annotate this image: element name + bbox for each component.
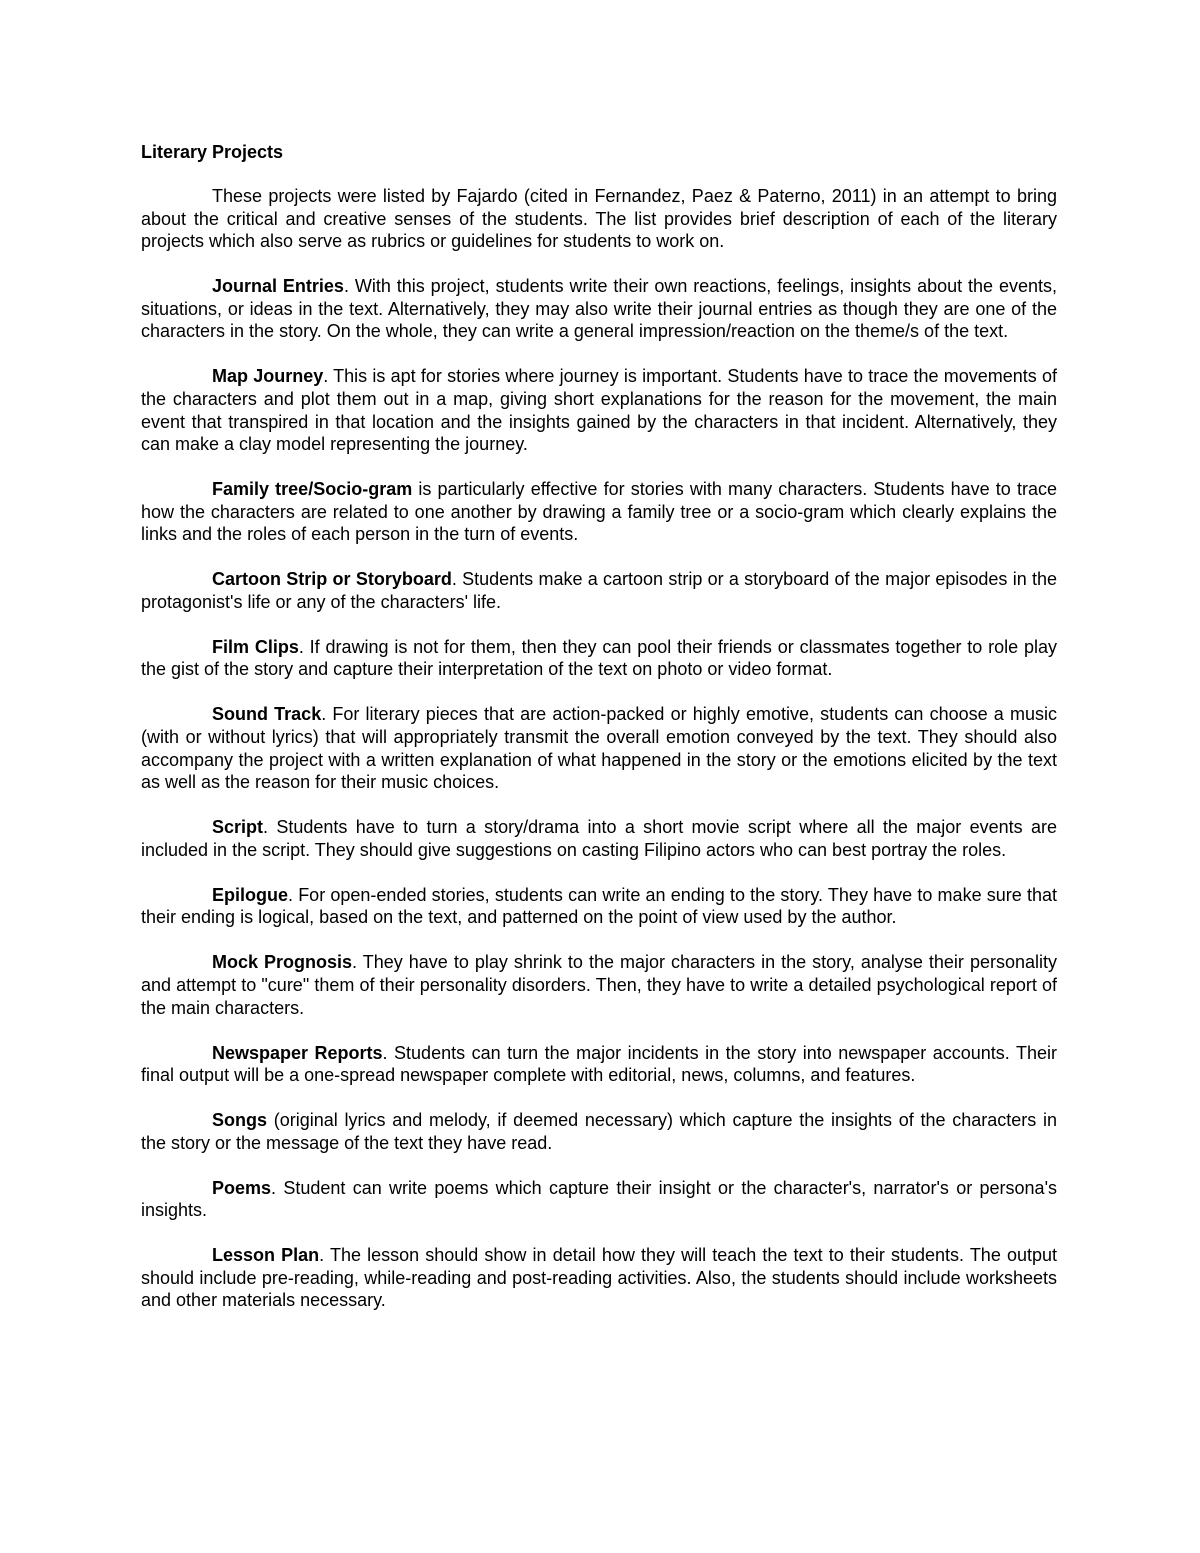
project-description: . Student can write poems which capture their insight or the character's, narrator's or persona's insights. [141,1177,1057,1221]
project-description: . They have to play shrink to the major characters in the story, analyse their personality and attempt to "cure" them of their personality disorders. Then, they have to write a detailed psychological report of the main characters. [141,952,1057,1018]
project-family-tree [141,478,1057,546]
project-description: . Students make a cartoon strip or a storyboard of the major episodes in the protagonist's life or any of the characters' life. [141,569,1057,612]
project-newspaper-reports [141,1042,1057,1087]
project-description: (original lyrics and melody, if deemed necessary) which capture the insights of the characters in the story or the message of the text they have read. [141,1110,1057,1153]
project-description: . Students have to turn a story/drama into a short movie script where all the major events are included in the script. They should give suggestions on casting Filipino actors who can best portray the roles. [141,817,1057,860]
project-term: Songs [212,1110,268,1131]
project-term: Epilogue [212,884,288,905]
project-mock-prognosis [141,951,1057,1019]
project-term: Script [212,817,264,838]
document-title: Literary Projects [141,142,284,162]
project-songs [141,1109,1057,1154]
intro-paragraph: These projects were listed by Fajardo (cited in Fernandez, Paez & Paterno, 2011) in an attempt to bring about the critical and creative senses of the students. The list provides brief description of each of the literary projects which also serve as rubrics or guidelines for students to work on. [141,186,1057,252]
project-term: Map Journey [212,366,324,387]
project-term: Poems [212,1177,272,1198]
project-map-journey [141,365,1057,455]
project-description: is particularly effective for stories with many characters. Students have to trace how the characters are related to one another by drawing a family tree or a socio-gram which clearly explains the links and the roles of each person in the turn of events. [141,479,1057,545]
project-film-clips [141,636,1057,681]
project-term: Film Clips [212,636,299,657]
project-term: Mock Prognosis [212,952,353,973]
project-term: Newspaper Reports [212,1042,383,1063]
project-poems [141,1177,1057,1222]
project-term: Lesson Plan [212,1245,320,1266]
project-term: Family tree/Socio-gram [212,479,413,500]
document-page [141,141,1057,1334]
project-description: . For literary pieces that are action-packed or highly emotive, students can choose a music (with or without lyrics) that will appropriately transmit the overall emotion conveyed by the text. They should also accompany the project with a written explanation of what happened in the story or the emotions elicited by the text as well as the reason for their music choices. [141,704,1057,793]
project-cartoon-strip [141,568,1057,613]
project-description: . With this project, students write their own reactions, feelings, insights about the events, situations, or ideas in the text. Alternatively, they may also write their journal entries as though they are one of the characters in the story. On the whole, they can write a general impression/reaction on the theme/s of the text. [141,276,1057,342]
project-lesson-plan [141,1244,1057,1312]
project-epilogue [141,884,1057,929]
project-description: . This is apt for stories where journey is important. Students have to trace the movements of the characters and plot them out in a map, giving short explanations for the reason for the movement, the main event that transpired in that location and the insights gained by the characters in that incident. Alternatively, they can make a clay model representing the journey. [141,366,1057,455]
project-description: . The lesson should show in detail how they will teach the text to their students. The output should include pre-reading, while-reading and post-reading activities. Also, the students should include worksheets and other materials necessary. [141,1245,1057,1311]
project-term: Sound Track [212,704,322,725]
project-sound-track [141,703,1057,793]
project-description: . For open-ended stories, students can write an ending to the story. They have to make sure that their ending is logical, based on the text, and patterned on the point of view used by the author. [141,884,1057,928]
project-term: Cartoon Strip or Storyboard [212,569,452,590]
project-journal-entries [141,275,1057,343]
project-term: Journal Entries [212,276,344,297]
project-description: . If drawing is not for them, then they can pool their friends or classmates together to role play the gist of the story and capture their interpretation of the text on photo or video format. [141,636,1057,680]
project-script [141,816,1057,861]
project-description: . Students can turn the major incidents in the story into newspaper accounts. Their final output will be a one-spread newspaper complete with editorial, news, columns, and features. [141,1042,1057,1086]
